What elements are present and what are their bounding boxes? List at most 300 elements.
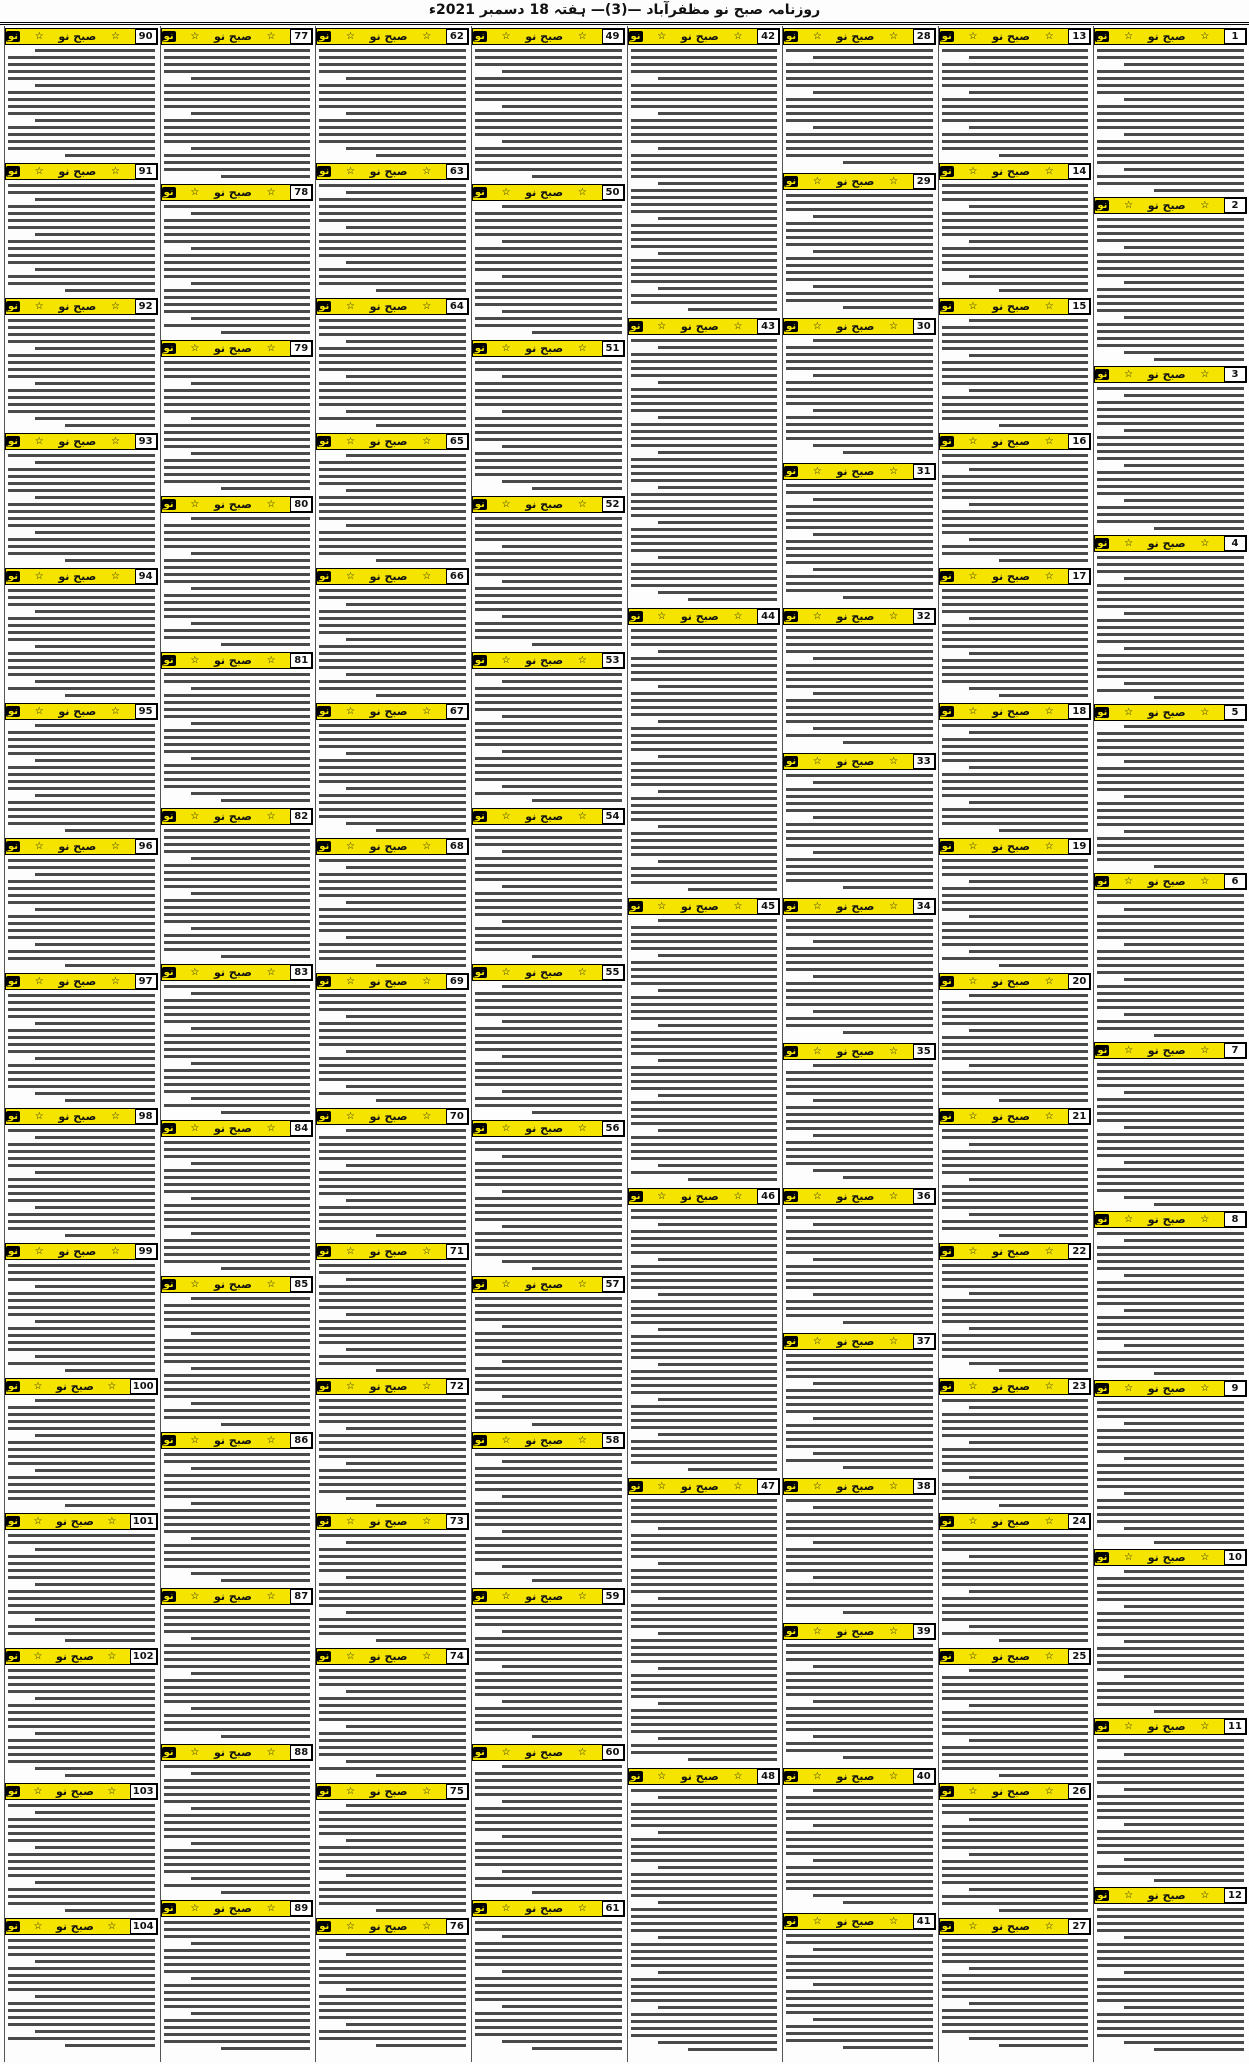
notice-number: 23 (1068, 1379, 1090, 1394)
paper-logo-icon: نو (1097, 1214, 1108, 1225)
notice-title: صبح نو (992, 1920, 1031, 1933)
notice-body-text (316, 1939, 469, 2051)
notice-body-text (316, 724, 469, 836)
notice-title: صبح نو (836, 30, 875, 43)
notice-title: صبح نو (58, 165, 97, 178)
star-icon: ☆ (345, 1651, 355, 1662)
notice-77 (161, 26, 314, 182)
notice-body-text (161, 1765, 314, 1898)
star-icon: ☆ (345, 571, 355, 582)
notice-title: صبح نو (1147, 368, 1186, 381)
notice-title: صبح نو (1147, 1551, 1186, 1564)
notice-73 (316, 1511, 469, 1646)
notice-99 (5, 1241, 158, 1376)
paper-logo-icon: نو (474, 811, 485, 822)
star-icon: ☆ (422, 841, 432, 852)
paper-logo-icon: نو (474, 31, 485, 42)
star-icon: ☆ (1124, 538, 1134, 549)
notice-number: 28 (913, 29, 935, 44)
notice-body-text (5, 994, 158, 1106)
star-icon: ☆ (657, 321, 667, 332)
notice-body-text (783, 919, 936, 1041)
notice-2 (1094, 195, 1247, 364)
notice-title: صبح نو (214, 654, 252, 667)
star-icon: ☆ (345, 976, 355, 987)
paper-logo-icon: نو (319, 1111, 330, 1122)
star-icon: ☆ (1044, 706, 1054, 717)
notice-title: صبح نو (680, 320, 719, 333)
notice-number: 49 (602, 29, 624, 44)
star-icon: ☆ (657, 1191, 667, 1202)
notice-67 (316, 701, 469, 836)
notice-number: 37 (913, 1334, 935, 1349)
notice-number: 67 (446, 704, 468, 719)
paper-logo-icon: نو (8, 706, 19, 717)
notice-number: 25 (1068, 1649, 1090, 1664)
notice-title: صبح نو (1147, 1044, 1186, 1057)
star-icon: ☆ (1124, 1045, 1134, 1056)
notice-title: صبح نو (992, 840, 1031, 853)
notice-title: صبح نو (1147, 706, 1186, 719)
notice-body-text (783, 629, 936, 751)
star-icon: ☆ (33, 1651, 43, 1662)
star-icon: ☆ (501, 1903, 511, 1914)
paper-logo-icon: نو (786, 1481, 797, 1492)
paper-logo-icon: نو (630, 611, 641, 622)
notice-body-text (316, 994, 469, 1106)
notice-number: 43 (757, 319, 779, 334)
notice-body-text (1094, 49, 1247, 195)
notice-title: صبح نو (369, 705, 408, 718)
paper-logo-icon: نو (786, 756, 797, 767)
notice-82 (161, 806, 314, 962)
star-icon: ☆ (577, 655, 587, 666)
paper-logo-icon: نو (786, 176, 797, 187)
notice-19 (939, 836, 1092, 971)
notice-title: صبح نو (992, 435, 1031, 448)
notice-number: 80 (290, 497, 312, 512)
notice-title: صبح نو (836, 1190, 875, 1203)
paper-logo-icon: نو (630, 901, 641, 912)
notice-header (1094, 366, 1247, 383)
notice-body-text (939, 724, 1092, 836)
notice-title: صبح نو (525, 498, 564, 511)
notice-59 (472, 1586, 625, 1742)
notice-95 (5, 701, 158, 836)
notice-body-text (783, 484, 936, 606)
notice-body-text (5, 319, 158, 431)
notice-6 (1094, 871, 1247, 1040)
notice-header (161, 1588, 314, 1605)
notice-body-text (5, 1669, 158, 1781)
notice-number: 13 (1068, 29, 1090, 44)
paper-logo-icon: نو (474, 1279, 485, 1290)
notice-number: 12 (1224, 1888, 1246, 1903)
notice-header (472, 652, 625, 669)
paper-logo-icon: نو (1097, 1383, 1108, 1394)
notice-header (5, 568, 158, 585)
notice-28 (783, 26, 936, 171)
notice-90 (5, 26, 158, 161)
notice-number: 92 (135, 299, 157, 314)
notice-50 (472, 182, 625, 338)
notice-8 (1094, 1209, 1247, 1378)
notice-title: صبح نو (525, 1590, 564, 1603)
column-8 (4, 26, 158, 2062)
notice-body-text (783, 1354, 936, 1476)
star-icon: ☆ (266, 811, 276, 822)
star-icon: ☆ (1124, 707, 1134, 718)
notice-header (628, 1478, 781, 1495)
notice-number: 70 (446, 1109, 468, 1124)
notice-title: صبح نو (992, 1245, 1031, 1258)
notice-header (1094, 873, 1247, 890)
star-icon: ☆ (1124, 200, 1134, 211)
notice-number: 104 (130, 1919, 157, 1934)
star-icon: ☆ (33, 1381, 43, 1392)
notice-body-text (783, 339, 936, 461)
notice-body-text (1094, 1739, 1247, 1885)
paper-logo-icon: نو (163, 1747, 174, 1758)
notice-number: 22 (1068, 1244, 1090, 1259)
star-icon: ☆ (1044, 301, 1054, 312)
notice-header (628, 28, 781, 45)
column-4 (627, 26, 781, 2062)
notice-number: 30 (913, 319, 935, 334)
notice-72 (316, 1376, 469, 1511)
star-icon: ☆ (968, 841, 978, 852)
star-icon: ☆ (657, 901, 667, 912)
notice-title: صبح نو (836, 1480, 875, 1493)
notice-header (161, 340, 314, 357)
notice-title: صبح نو (214, 1278, 252, 1291)
notice-26 (939, 1781, 1092, 1916)
notice-body-text (939, 319, 1092, 431)
notice-body-text (5, 49, 158, 161)
notice-header (316, 1108, 469, 1125)
notice-number: 4 (1224, 536, 1246, 551)
star-icon: ☆ (812, 1916, 822, 1927)
notice-header (5, 1513, 158, 1530)
notice-38 (783, 1476, 936, 1621)
paper-logo-icon: نو (1097, 876, 1108, 887)
notice-54 (472, 806, 625, 962)
star-icon: ☆ (422, 436, 432, 447)
notice-title: صبح نو (992, 1380, 1031, 1393)
notice-body-text (472, 1765, 625, 1898)
notice-66 (316, 566, 469, 701)
star-icon: ☆ (889, 1626, 899, 1637)
star-icon: ☆ (1044, 166, 1054, 177)
star-icon: ☆ (1200, 369, 1210, 380)
notice-title: صبح نو (214, 1434, 252, 1447)
star-icon: ☆ (501, 31, 511, 42)
notice-header (628, 608, 781, 625)
paper-logo-icon: نو (941, 1921, 952, 1932)
notice-body-text (1094, 1063, 1247, 1209)
notice-body-text (939, 1669, 1092, 1781)
notice-header (939, 298, 1092, 315)
star-icon: ☆ (1044, 436, 1054, 447)
notice-title: صبح نو (1147, 1889, 1186, 1902)
star-icon: ☆ (577, 31, 587, 42)
star-icon: ☆ (345, 841, 355, 852)
notice-body-text (939, 1399, 1092, 1511)
notice-number: 10 (1224, 1550, 1246, 1565)
notice-number: 1 (1224, 29, 1246, 44)
notice-title: صبح نو (525, 1122, 564, 1135)
notice-number: 41 (913, 1914, 935, 1929)
star-icon: ☆ (889, 321, 899, 332)
notice-title: صبح نو (214, 342, 252, 355)
star-icon: ☆ (34, 301, 44, 312)
star-icon: ☆ (345, 1246, 355, 1257)
star-icon: ☆ (1044, 1516, 1054, 1527)
notice-title: صبح نو (58, 570, 97, 583)
notice-title: صبح نو (1147, 1720, 1186, 1733)
paper-logo-icon: نو (474, 343, 485, 354)
notice-44 (628, 606, 781, 896)
notice-header (939, 838, 1092, 855)
notice-number: 55 (602, 965, 624, 980)
paper-logo-icon: نو (8, 166, 19, 177)
paper-logo-icon: نو (8, 1651, 19, 1662)
notice-29 (783, 171, 936, 316)
star-icon: ☆ (422, 1786, 432, 1797)
notice-25 (939, 1646, 1092, 1781)
star-icon: ☆ (1124, 1890, 1134, 1901)
masthead-date: ہفتہ 18 دسمبر 2021ء (428, 2, 587, 18)
notice-header (1094, 1211, 1247, 1228)
paper-logo-icon: نو (474, 1123, 485, 1134)
notice-number: 82 (290, 809, 312, 824)
notice-header (783, 463, 936, 480)
star-icon: ☆ (110, 436, 120, 447)
star-icon: ☆ (345, 1516, 355, 1527)
paper-logo-icon: نو (941, 166, 952, 177)
notice-header (5, 1378, 158, 1395)
notice-header (5, 838, 158, 855)
paper-logo-icon: نو (630, 321, 641, 332)
notice-header (939, 973, 1092, 990)
star-icon: ☆ (34, 841, 44, 852)
star-icon: ☆ (1124, 876, 1134, 887)
notice-header (472, 1900, 625, 1917)
star-icon: ☆ (422, 1921, 432, 1932)
star-icon: ☆ (33, 1516, 43, 1527)
star-icon: ☆ (1044, 571, 1054, 582)
column-1 (1093, 26, 1247, 2062)
notice-number: 44 (757, 609, 779, 624)
notice-header (939, 433, 1092, 450)
notice-33 (783, 751, 936, 896)
paper-logo-icon: نو (474, 1435, 485, 1446)
notice-body-text (939, 589, 1092, 701)
notice-88 (161, 1742, 314, 1898)
notice-title: صبح نو (836, 900, 875, 913)
paper-logo-icon: نو (163, 1903, 174, 1914)
paper-logo-icon: نو (941, 31, 952, 42)
notice-number: 7 (1224, 1043, 1246, 1058)
star-icon: ☆ (1200, 538, 1210, 549)
star-icon: ☆ (1200, 876, 1210, 887)
notice-header (5, 1108, 158, 1125)
notice-71 (316, 1241, 469, 1376)
star-icon: ☆ (1200, 707, 1210, 718)
star-icon: ☆ (110, 1246, 120, 1257)
notice-title: صبح نو (992, 1650, 1031, 1663)
star-icon: ☆ (968, 1921, 978, 1932)
star-icon: ☆ (190, 343, 200, 354)
notice-body-text (472, 49, 625, 182)
star-icon: ☆ (422, 1381, 432, 1392)
notice-title: صبح نو (58, 1110, 97, 1123)
notice-title: صبح نو (369, 1515, 408, 1528)
notice-header (783, 1333, 936, 1350)
notice-title: صبح نو (1147, 30, 1186, 43)
paper-logo-icon: نو (319, 436, 330, 447)
notice-header (472, 1120, 625, 1137)
paper-logo-icon: نو (630, 31, 641, 42)
notice-body-text (472, 361, 625, 494)
notice-number: 73 (446, 1514, 468, 1529)
star-icon: ☆ (34, 1246, 44, 1257)
paper-logo-icon: نو (319, 1246, 330, 1257)
star-icon: ☆ (422, 301, 432, 312)
notice-title: صبح نو (680, 1480, 719, 1493)
star-icon: ☆ (968, 1651, 978, 1662)
notice-number: 86 (290, 1433, 312, 1448)
notice-header (783, 1913, 936, 1930)
notice-74 (316, 1646, 469, 1781)
star-icon: ☆ (422, 1111, 432, 1122)
notice-52 (472, 494, 625, 650)
notice-number: 100 (130, 1379, 157, 1394)
notice-number: 9 (1224, 1381, 1246, 1396)
notice-number: 24 (1068, 1514, 1090, 1529)
notice-header (939, 1243, 1092, 1260)
notice-header (628, 1188, 781, 1205)
paper-logo-icon: نو (1097, 1552, 1108, 1563)
star-icon: ☆ (812, 176, 822, 187)
notice-body-text (161, 1921, 314, 2054)
star-icon: ☆ (501, 1123, 511, 1134)
notice-number: 54 (602, 809, 624, 824)
notice-60 (472, 1742, 625, 1898)
notice-91 (5, 161, 158, 296)
notice-header (1094, 1887, 1247, 1904)
notice-body-text (783, 1499, 936, 1621)
paper-logo-icon: نو (941, 976, 952, 987)
notice-body-text (939, 859, 1092, 971)
notice-number: 98 (135, 1109, 157, 1124)
notice-header (316, 1513, 469, 1530)
notice-body-text (783, 774, 936, 896)
notice-22 (939, 1241, 1092, 1376)
notice-number: 40 (913, 1769, 935, 1784)
star-icon: ☆ (345, 31, 355, 42)
notice-102 (5, 1646, 158, 1781)
notice-number: 81 (290, 653, 312, 668)
notice-body-text (628, 339, 781, 606)
star-icon: ☆ (501, 967, 511, 978)
notice-header (472, 1432, 625, 1449)
notice-body-text (1094, 1908, 1247, 2054)
star-icon: ☆ (501, 343, 511, 354)
notice-header (783, 1188, 936, 1205)
star-icon: ☆ (889, 466, 899, 477)
notice-header (5, 973, 158, 990)
notice-62 (316, 26, 469, 161)
star-icon: ☆ (889, 1336, 899, 1347)
notice-number: 3 (1224, 367, 1246, 382)
notice-body-text (161, 361, 314, 494)
paper-logo-icon: نو (163, 187, 174, 198)
paper-logo-icon: نو (319, 1651, 330, 1662)
notice-body-text (161, 673, 314, 806)
notice-number: 14 (1068, 164, 1090, 179)
paper-logo-icon: نو (1097, 31, 1108, 42)
notice-title: صبح نو (836, 465, 875, 478)
notice-number: 88 (290, 1745, 312, 1760)
paper-logo-icon: نو (786, 466, 797, 477)
star-icon: ☆ (422, 1516, 432, 1527)
paper-logo-icon: نو (1097, 707, 1108, 718)
paper-logo-icon: نو (786, 321, 797, 332)
notice-title: صبح نو (992, 570, 1031, 583)
notice-title: صبح نو (836, 175, 875, 188)
paper-logo-icon: نو (474, 187, 485, 198)
notice-70 (316, 1106, 469, 1241)
notice-69 (316, 971, 469, 1106)
notice-title: صبح نو (55, 1920, 94, 1933)
notice-89 (161, 1898, 314, 2054)
notice-number: 47 (757, 1479, 779, 1494)
paper-logo-icon: نو (786, 1626, 797, 1637)
notice-number: 90 (135, 29, 157, 44)
notice-92 (5, 296, 158, 431)
notice-body-text (1094, 1232, 1247, 1378)
notice-body-text (5, 184, 158, 296)
notice-number: 58 (602, 1433, 624, 1448)
paper-logo-icon: نو (474, 1747, 485, 1758)
notice-number: 94 (135, 569, 157, 584)
star-icon: ☆ (577, 1591, 587, 1602)
notice-number: 77 (290, 29, 312, 44)
star-icon: ☆ (422, 166, 432, 177)
notice-title: صبح نو (992, 165, 1031, 178)
notice-body-text (939, 1534, 1092, 1646)
notice-body-text (5, 1129, 158, 1241)
notice-title: صبح نو (58, 975, 97, 988)
star-icon: ☆ (968, 571, 978, 582)
notice-header (5, 1783, 158, 1800)
star-icon: ☆ (968, 1246, 978, 1257)
star-icon: ☆ (733, 1191, 743, 1202)
notice-number: 97 (135, 974, 157, 989)
notice-1 (1094, 26, 1247, 195)
notice-title: صبح نو (55, 1380, 94, 1393)
notice-body-text (316, 454, 469, 566)
notice-39 (783, 1621, 936, 1766)
star-icon: ☆ (812, 1046, 822, 1057)
notice-header (5, 298, 158, 315)
star-icon: ☆ (501, 499, 511, 510)
notice-title: صبح نو (525, 810, 564, 823)
notice-41 (783, 1911, 936, 2056)
paper-logo-icon: نو (163, 967, 174, 978)
notice-body-text (628, 629, 781, 896)
